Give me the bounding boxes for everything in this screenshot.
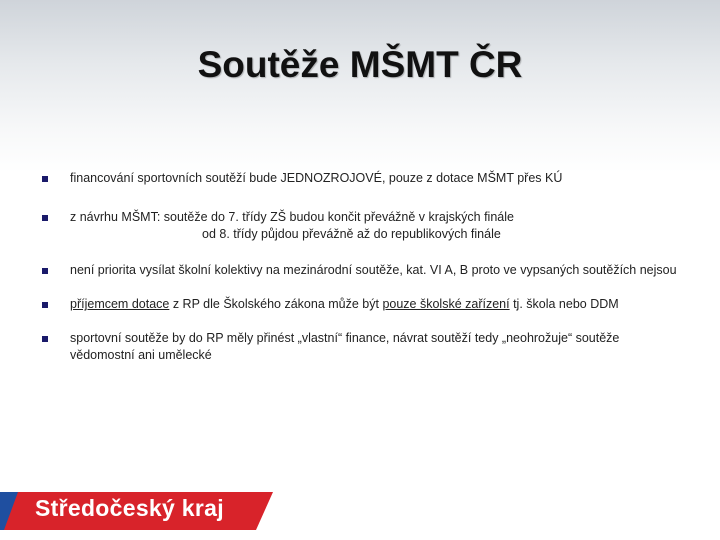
bullet-text-underlined: pouze školské zařízení <box>382 297 510 311</box>
bullet-text: sportovní soutěže by do RP měly přinést „vlastní“ finance, návrat soutěží tedy „neohrožuje“ soutěže vědomostní ani umělecké <box>70 331 620 362</box>
logo-text: Středočeský kraj <box>35 495 224 521</box>
bullet-square-icon <box>42 336 48 342</box>
bullet-square-icon <box>42 176 48 182</box>
bullet-text-line2: od 8. třídy půjdou převážně až do republikových finále <box>202 227 501 241</box>
bullet-text: není priorita vysílat školní kolektivy na mezinárodní soutěže, kat. VI A, B proto ve vypsaných soutěžích nejsou <box>70 263 677 277</box>
bullet-item <box>42 296 682 313</box>
bullet-text: tj. škola nebo DDM <box>509 297 619 311</box>
bullet-text: financování sportovních soutěží bude JEDNOZROJOVÉ, pouze z dotace MŠMT přes KÚ <box>70 171 563 185</box>
bullet-item <box>42 209 682 243</box>
bullet-square-icon <box>42 215 48 221</box>
bullet-item <box>42 170 682 187</box>
region-logo <box>0 490 273 530</box>
bullet-item <box>42 262 682 279</box>
bullet-text-underlined: příjemcem dotace <box>70 297 170 311</box>
bullet-list <box>42 170 682 381</box>
bullet-square-icon <box>42 302 48 308</box>
bullet-text: z RP dle Školského zákona může být <box>169 297 383 311</box>
bullet-text-line1: z návrhu MŠMT: soutěže do 7. třídy ZŠ budou končit převážně v krajských finále <box>70 210 514 224</box>
bullet-square-icon <box>42 268 48 274</box>
bullet-item <box>42 330 682 364</box>
slide-title: Soutěže MŠMT ČR <box>197 44 523 85</box>
